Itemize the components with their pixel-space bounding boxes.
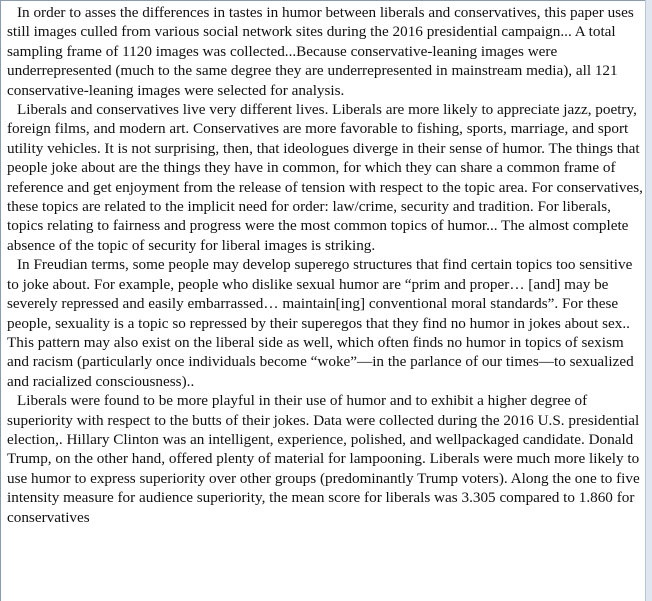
vertical-scrollbar[interactable] bbox=[645, 0, 652, 601]
paragraph-method: In order to asses the differences in tastes in humor between liberals and conservatives, this paper uses still images culled from various social network sites during the 2016 presidential campaign... A total sampling frame of 1120 images was collected...Because conservative-leaning images were underrepresented (much to the same degree they are underrepresented in mainstream media), all 121 conservative-leaning images were selected for analysis. bbox=[7, 4, 634, 99]
document-body bbox=[7, 3, 643, 527]
paragraph-superiority: Liberals were found to be more playful in their use of humor and to exhibit a higher degree of superiority with respect to the butts of their jokes. Data were collected during the 2016 U.S. presidential election,. Hillary Clinton was an intelligent, experience, polished, and wellpackaged candidate. Donald Trump, on the other hand, offered plenty of material for lampooning. Liberals were much more likely to use humor to express superiority over other groups (predominantly Trump voters). Along the one to five intensity measure for audience superiority, the mean score for liberals was 3.305 compared to 1.860 for conservatives bbox=[7, 392, 640, 526]
paragraph-freudian: In Freudian terms, some people may develop superego structures that find certain topics too sensitive to joke about. For example, people who dislike sexual humor are “prim and proper… [and] may be severely repressed and easily embarrassed… maintain[ing] conventional moral standards”. For these people, sexuality is a topic so repressed by their superegos that they find no humor in jokes about sex.. This pattern may also exist on the liberal side as well, which often finds no humor in topics of sexism and racism (particularly once individuals become “woke”—in the parlance of our times—to sexualized and racialized consciousness).. bbox=[7, 256, 634, 390]
paragraph-lifestyles: Liberals and conservatives live very different lives. Liberals are more likely to appreciate jazz, poetry, foreign films, and modern art. Conservatives are more favorable to fishing, sports, marriage, and sport utility vehicles. It is not surprising, then, that ideologues diverge in their sense of humor. The things that people joke about are the things they have in common, for which they can share a common frame of reference and get enjoyment from the release of tension with respect to the topic area. For conservatives, these topics are related to the implicit need for order: law/crime, security and tradition. For liberals, topics relating to fairness and progress were the most common topics of humor... The almost complete absence of the topic of security for liberal images is striking. bbox=[7, 101, 643, 254]
